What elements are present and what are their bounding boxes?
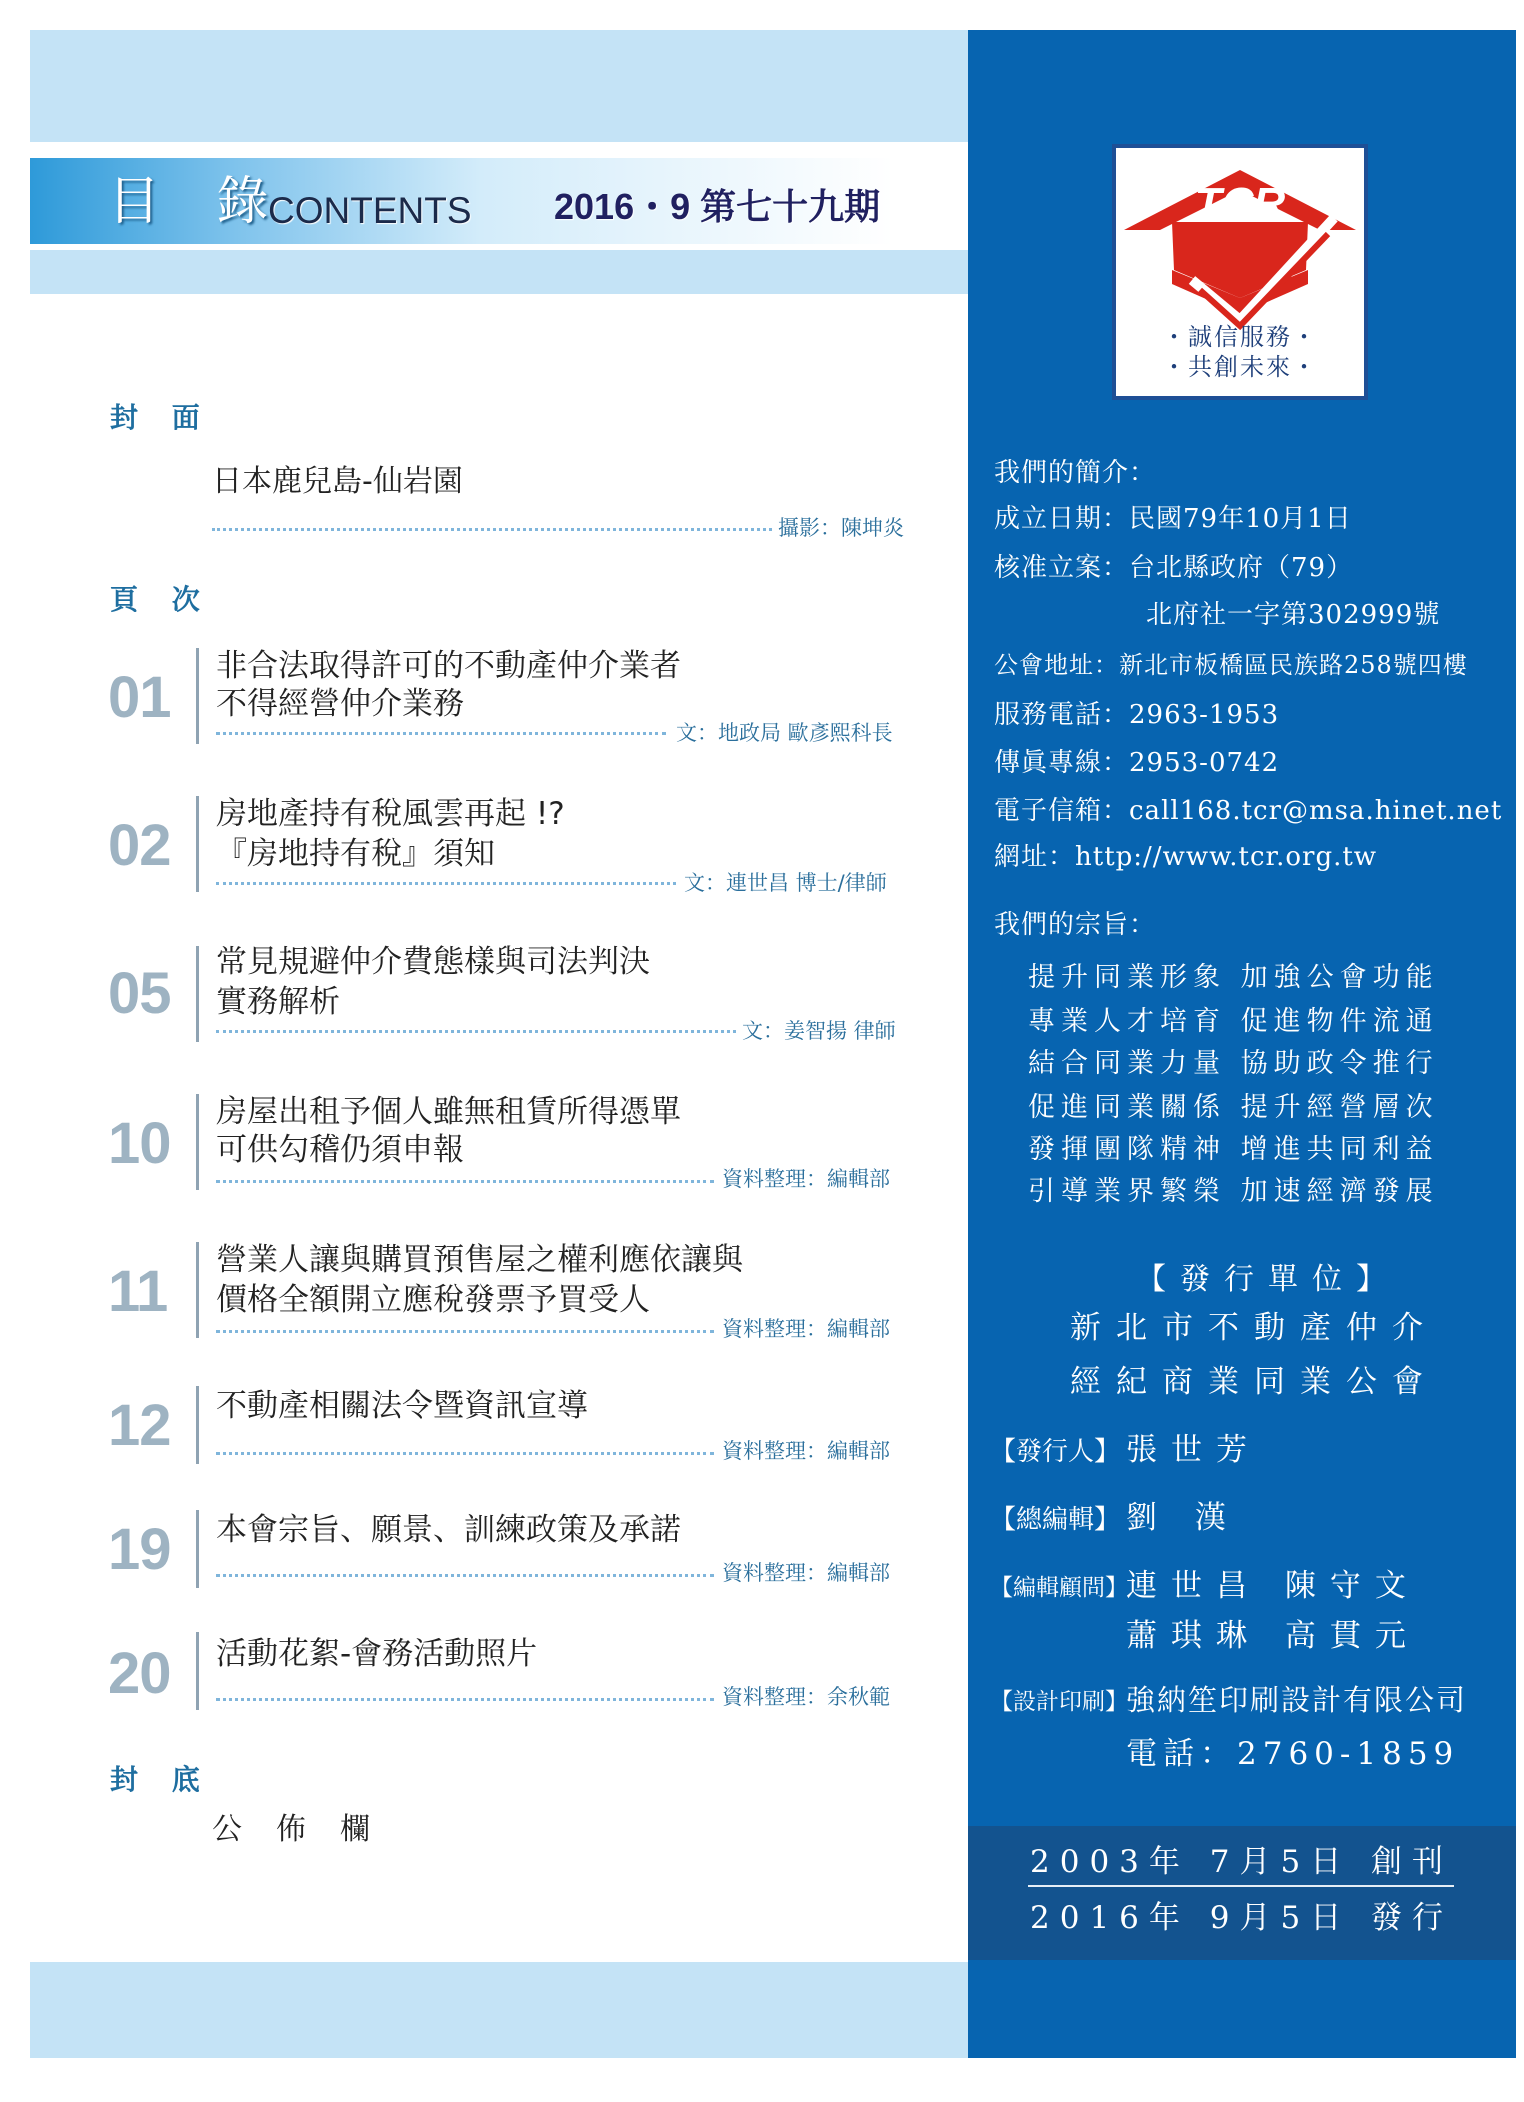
about-line: 服務電話：2963-1953 <box>994 700 1280 730</box>
section-label-pages: 頁 次 <box>110 583 212 616</box>
article-credit: 資料整理：編輯部 <box>722 1439 890 1463</box>
article-divider <box>196 796 199 892</box>
staff-value: 劉 漢 <box>1126 1500 1240 1536</box>
article-credit: 資料整理：余秋範 <box>722 1685 890 1709</box>
article-title[interactable]: 房屋出租予個人雖無租賃所得憑單 <box>216 1094 681 1130</box>
page-title-zh: 目 錄 <box>108 172 289 232</box>
article-title[interactable]: 常見規避仲介費態樣與司法判決 <box>216 944 650 980</box>
staff-value-line2: 電話：2760-1859 <box>1126 1736 1460 1772</box>
leader-dots <box>216 1330 714 1333</box>
article-title[interactable]: 非合法取得許可的不動產仲介業者 <box>216 648 681 684</box>
article-number: 01 <box>108 665 171 730</box>
article-credit: 文：地政局 歐彥熙科長 <box>676 721 893 745</box>
purpose-line: 結合同業力量 協助政令推行 <box>1028 1048 1439 1079</box>
leader-dots <box>216 1698 714 1701</box>
purpose-line: 專業人才培育 促進物件流通 <box>1028 1006 1439 1037</box>
leader-dots <box>216 1452 714 1455</box>
section-label-back-cover: 封 底 <box>110 1763 212 1796</box>
purpose-line: 提升同業形象 加強公會功能 <box>1028 962 1439 993</box>
article-title[interactable]: 本會宗旨、願景、訓練政策及承諾 <box>216 1512 681 1548</box>
header-top-band <box>30 30 968 142</box>
article-number: 19 <box>108 1517 171 1582</box>
footer-band <box>30 1962 968 2058</box>
purpose-heading: 我們的宗旨： <box>994 910 1157 940</box>
leader-dots <box>212 528 772 531</box>
purpose-line: 發揮團隊精神 增進共同利益 <box>1028 1134 1439 1165</box>
purpose-line: 引導業界繁榮 加速經濟發展 <box>1028 1176 1439 1207</box>
about-heading: 我們的簡介： <box>994 458 1157 488</box>
article-title[interactable]: 營業人讓與購買預售屋之權利應依讓與 <box>216 1242 743 1278</box>
staff-label: 【總編輯】 <box>990 1505 1121 1535</box>
article-credit: 文：連世昌 博士/律師 <box>684 871 887 895</box>
staff-value: 張世芳 <box>1126 1432 1261 1468</box>
staff-value: 連世昌 陳守文 <box>1126 1568 1420 1604</box>
article-credit: 文：姜智揚 律師 <box>742 1019 896 1043</box>
staff-label: 【設計印刷】 <box>990 1689 1128 1715</box>
article-title[interactable]: 房地產持有稅風雲再起 !? <box>216 796 565 832</box>
article-title-line2[interactable]: 『房地持有稅』須知 <box>216 836 495 872</box>
logo-slogan-2: ・共創未來・ <box>1162 353 1318 381</box>
article-number: 12 <box>108 1393 171 1458</box>
issue-date: 2016年 9月5日 發行 <box>1030 1900 1454 1936</box>
publisher-name-2: 經紀商業同業公會 <box>1070 1364 1438 1400</box>
article-number: 11 <box>108 1259 168 1324</box>
article-title-line2[interactable]: 可供勾稽仍須申報 <box>216 1132 464 1168</box>
tcr-logo-text: TCR <box>1194 179 1286 228</box>
leader-dots <box>216 732 666 735</box>
footer-divider <box>1028 1885 1454 1887</box>
article-number: 05 <box>108 961 171 1026</box>
article-divider <box>196 1094 199 1190</box>
staff-value-line2: 蕭琪琳 高貫元 <box>1126 1618 1420 1654</box>
article-credit: 資料整理：編輯部 <box>722 1561 890 1585</box>
staff-label: 【發行人】 <box>990 1437 1121 1467</box>
staff-label: 【編輯顧問】 <box>990 1575 1128 1601</box>
article-divider <box>196 1386 199 1464</box>
section-label-cover: 封 面 <box>110 401 212 434</box>
article-title-line2[interactable]: 價格全額開立應稅發票予買受人 <box>216 1282 650 1318</box>
about-website[interactable]: 網址：http://www.tcr.org.tw <box>994 842 1378 872</box>
publisher-heading: 【發行單位】 <box>1136 1262 1400 1297</box>
about-line: 傳眞專線：2953-0742 <box>994 748 1280 778</box>
article-credit: 資料整理：編輯部 <box>722 1167 890 1191</box>
title-sub-band <box>30 250 968 294</box>
article-title-line2[interactable]: 不得經營仲介業務 <box>216 686 464 722</box>
about-line: 成立日期：民國79年10月1日 <box>994 504 1352 534</box>
article-divider <box>196 1510 199 1588</box>
back-cover-title: 公佈欄 <box>212 1812 404 1847</box>
article-credit: 資料整理：編輯部 <box>722 1317 890 1341</box>
logo-slogan-1: ・誠信服務・ <box>1162 323 1318 351</box>
article-title-line2[interactable]: 實務解析 <box>216 984 340 1020</box>
publisher-name-1: 新北市不動產仲介 <box>1070 1310 1438 1346</box>
article-title[interactable]: 不動產相關法令暨資訊宣導 <box>216 1388 588 1424</box>
about-email[interactable]: 電子信箱：call168.tcr@msa.hinet.net <box>994 796 1503 826</box>
article-divider <box>196 1632 199 1710</box>
article-number: 02 <box>108 813 171 878</box>
article-number: 10 <box>108 1111 171 1176</box>
about-line: 核准立案：台北縣政府（79） <box>994 553 1354 583</box>
article-number: 20 <box>108 1641 171 1706</box>
leader-dots <box>216 1574 714 1577</box>
leader-dots <box>216 882 676 885</box>
staff-value: 強納笙印刷設計有限公司 <box>1126 1683 1468 1717</box>
leader-dots <box>216 1030 736 1033</box>
article-divider <box>196 1242 199 1338</box>
founded-date: 2003年 7月5日 創刊 <box>1030 1844 1454 1880</box>
purpose-line: 促進同業關係 提升經營層次 <box>1028 1092 1439 1123</box>
about-line: 北府社一字第302999號 <box>1146 600 1441 630</box>
article-divider <box>196 946 199 1042</box>
article-divider <box>196 648 199 744</box>
article-title[interactable]: 活動花絮-會務活動照片 <box>216 1636 538 1672</box>
page-title-en: CONTENTS <box>268 190 472 231</box>
issue-label: 2016・9 第七十九期 <box>554 186 881 227</box>
leader-dots <box>216 1180 714 1183</box>
cover-credit: 攝影：陳坤炎 <box>778 516 904 540</box>
cover-title: 日本鹿兒島-仙岩園 <box>212 464 463 499</box>
about-line: 公會地址：新北市板橋區民族路258號四樓 <box>994 651 1468 679</box>
